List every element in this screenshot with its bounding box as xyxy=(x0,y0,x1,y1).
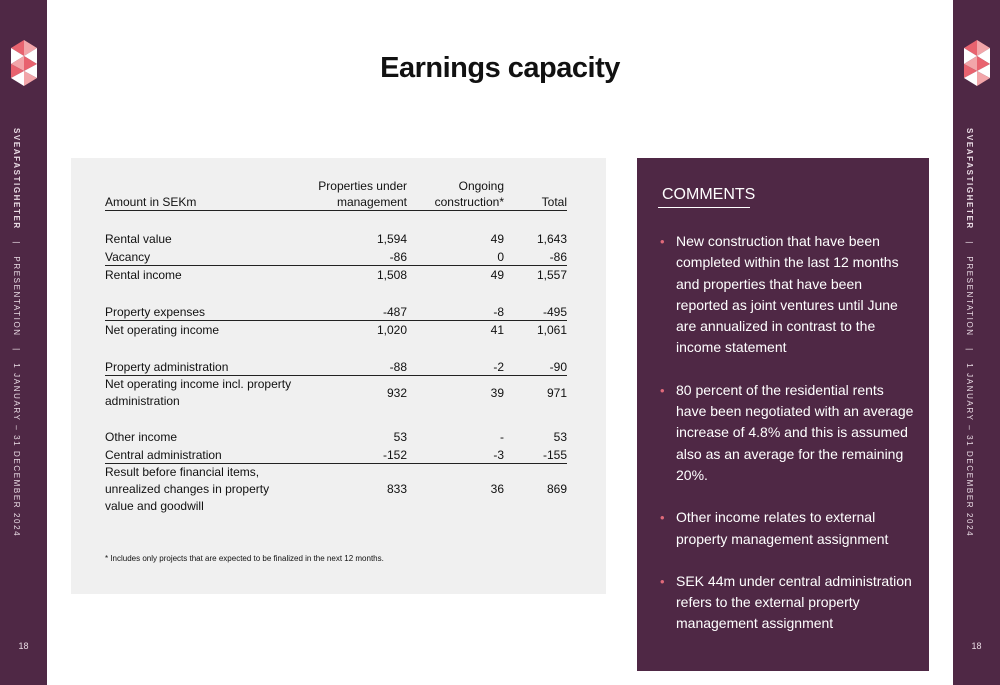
row-value-pum: 1,594 xyxy=(376,232,407,246)
page-title: Earnings capacity xyxy=(380,52,620,84)
row-value-pum: 833 xyxy=(386,482,407,496)
row-value-pum: -88 xyxy=(389,360,407,374)
comment-text: Other income relates to external property management assignment xyxy=(676,509,889,547)
row-label: Other income xyxy=(105,430,178,444)
row-value-oc: -3 xyxy=(493,448,504,462)
sidebar-company: SVEAFASTIGHETER xyxy=(965,128,974,230)
bullet-dot-icon: • xyxy=(660,573,665,589)
row-label: Result before financial items, xyxy=(105,465,260,479)
row-label: Net operating income xyxy=(105,323,220,337)
row-value-pum: 1,020 xyxy=(376,323,407,337)
sidebar-period: 1 JANUARY – 31 DECEMBER 2024 xyxy=(12,363,21,538)
right-sidebar xyxy=(953,0,1000,685)
row-value-total: 971 xyxy=(546,386,567,400)
row-value-total: 869 xyxy=(546,482,567,496)
row-value-total: 1,643 xyxy=(536,232,567,246)
row-value-total: 1,557 xyxy=(536,268,567,282)
row-value-pum: 53 xyxy=(393,430,407,444)
row-value-total: -495 xyxy=(542,305,567,319)
row-value-pum: 932 xyxy=(386,386,407,400)
row-value-pum: -86 xyxy=(389,250,407,264)
table-header xyxy=(105,178,567,212)
header-col-pum-line1: Properties under xyxy=(318,179,407,193)
comment-text: New construction that have been completed within the last 12 months and properties that have been reported as joint ventures until June are annualized in contrast to the income statement xyxy=(676,233,899,356)
row-value-total: 53 xyxy=(553,430,567,444)
comment-text: 80 percent of the residential rents have been negotiated with an average increase of 4.8% and this is assumed also as an average for the remaining 20%. xyxy=(676,381,914,483)
row-value-oc: - xyxy=(500,430,504,444)
sidebar-separator: | xyxy=(965,241,974,245)
company-logo-icon xyxy=(964,40,990,86)
row-value-oc: 0 xyxy=(497,250,504,264)
row-label: administration xyxy=(105,394,180,408)
sidebar-document: PRESENTATION xyxy=(12,256,21,337)
header-label: Amount in SEKm xyxy=(105,195,197,209)
table-footnote: * Includes only projects that are expected to be finalized in the next 12 months. xyxy=(105,554,384,563)
row-label: unrealized changes in property xyxy=(105,482,270,496)
row-value-oc: 36 xyxy=(490,482,504,496)
comment-item xyxy=(659,571,917,635)
comment-text: SEK 44m under central administration refers to the external property management assignment xyxy=(676,572,912,632)
comment-item xyxy=(659,231,917,359)
company-logo-icon xyxy=(11,40,37,86)
row-value-pum: -487 xyxy=(382,305,407,319)
row-label: Vacancy xyxy=(105,250,151,264)
sidebar-company: SVEAFASTIGHETER xyxy=(12,128,21,230)
row-label: Property administration xyxy=(105,360,229,374)
comment-item xyxy=(659,380,917,486)
sidebar-separator: | xyxy=(12,241,21,245)
subtotal-rule xyxy=(105,320,567,321)
row-value-oc: 39 xyxy=(490,386,504,400)
bullet-dot-icon: • xyxy=(660,234,665,249)
row-label: Rental value xyxy=(105,232,172,246)
page-number: 18 xyxy=(971,641,982,651)
subtotal-rule xyxy=(105,265,567,266)
comments-list xyxy=(659,231,917,656)
row-value-oc: 41 xyxy=(490,323,504,337)
row-label: value and goodwill xyxy=(105,499,204,513)
row-value-pum: -152 xyxy=(382,448,407,462)
page-number: 18 xyxy=(18,641,29,651)
row-value-oc: -2 xyxy=(493,360,504,374)
row-label: Rental income xyxy=(105,268,182,282)
sidebar-separator: | xyxy=(965,348,974,352)
comment-item xyxy=(659,507,917,550)
row-value-total: -86 xyxy=(549,250,567,264)
row-label: Central administration xyxy=(105,448,222,462)
sidebar-period: 1 JANUARY – 31 DECEMBER 2024 xyxy=(965,363,974,538)
header-col-oc-line2: construction* xyxy=(434,195,504,209)
bullet-dot-icon: • xyxy=(660,382,665,398)
row-value-total: 1,061 xyxy=(536,323,567,337)
sidebar-document: PRESENTATION xyxy=(965,256,974,337)
sidebar-caption xyxy=(12,128,21,537)
row-label: Net operating income incl. property xyxy=(105,377,292,391)
row-value-pum: 1,508 xyxy=(376,268,407,282)
bullet-dot-icon: • xyxy=(660,510,665,526)
sidebar-separator: | xyxy=(12,348,21,352)
row-value-oc: -8 xyxy=(493,305,504,319)
header-col-pum-line2: management xyxy=(336,195,407,209)
earnings-table-panel xyxy=(71,158,606,594)
row-value-total: -155 xyxy=(542,448,567,462)
comments-title: COMMENTS xyxy=(662,186,756,203)
header-rule xyxy=(105,210,567,211)
row-value-oc: 49 xyxy=(490,232,504,246)
row-value-oc: 49 xyxy=(490,268,504,282)
comments-title-underline xyxy=(658,207,750,208)
row-label: Property expenses xyxy=(105,305,206,319)
header-col-total: Total xyxy=(541,195,567,209)
row-value-total: -90 xyxy=(549,360,567,374)
comments-panel xyxy=(637,158,929,671)
sidebar-caption xyxy=(965,128,974,537)
left-sidebar xyxy=(0,0,47,685)
header-col-oc-line1: Ongoing xyxy=(458,179,504,193)
